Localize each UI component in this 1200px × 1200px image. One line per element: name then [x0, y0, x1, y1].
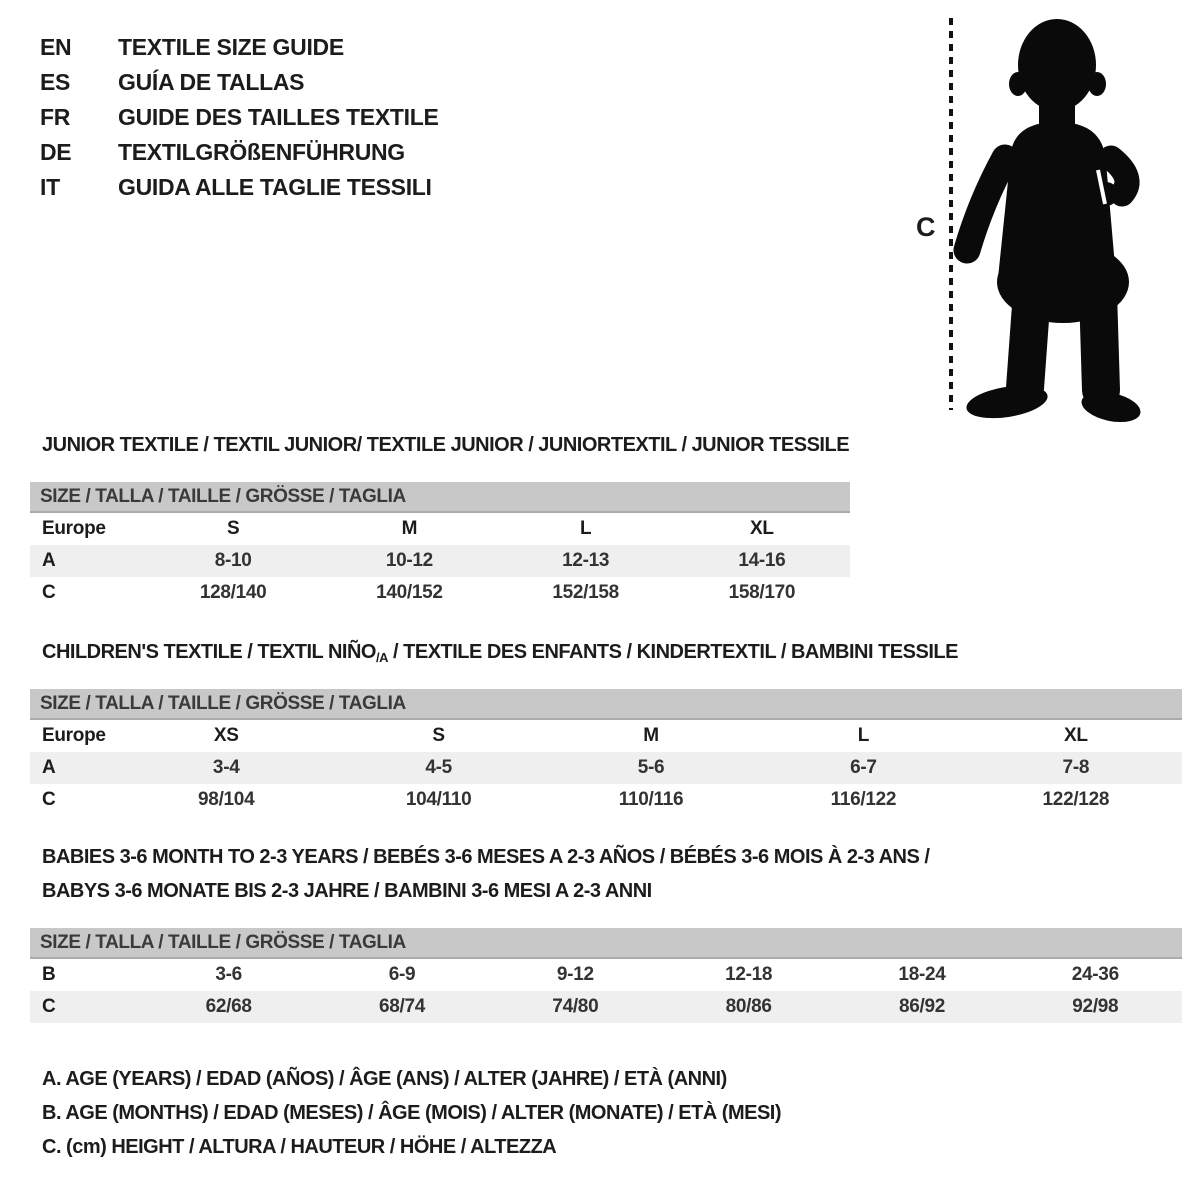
table-row-months	[30, 959, 1182, 991]
size-header-label: SIZE / TALLA / TAILLE / GRÖSSE / TAGLIA	[40, 931, 406, 953]
height-label-c: C	[916, 212, 935, 242]
row-label: C	[42, 789, 56, 810]
value-cell: 3-4	[212, 757, 240, 778]
children-title-sub: /A	[375, 650, 388, 665]
row-label: A	[42, 757, 56, 778]
value-cell: 6-9	[388, 964, 416, 985]
value-cell: 128/140	[199, 582, 267, 603]
value-cell: 9-12	[556, 964, 594, 985]
size-cell: S	[226, 518, 240, 539]
value-cell: 12-13	[562, 550, 610, 571]
table-row-height	[30, 784, 1182, 816]
value-cell: 3-6	[215, 964, 242, 985]
babies-size-table	[30, 928, 1182, 1023]
value-cell: 68/74	[378, 996, 426, 1017]
value-cell: 98/104	[198, 789, 255, 810]
row-label: C	[42, 582, 56, 603]
language-name: GUÍA DE TALLAS	[118, 69, 305, 95]
value-cell: 62/68	[205, 996, 252, 1017]
value-cell: 92/98	[1072, 996, 1119, 1017]
language-list	[40, 30, 439, 205]
children-title-prefix: CHILDREN'S TEXTILE / TEXTIL NIÑO	[42, 641, 376, 663]
value-cell: 140/152	[376, 582, 443, 603]
value-cell: 158/170	[728, 582, 796, 603]
value-cell: 14-16	[738, 550, 786, 571]
table-row-europe	[30, 720, 1182, 752]
size-cell: XL	[750, 518, 774, 539]
language-name: GUIDE DES TAILLES TEXTILE	[118, 104, 439, 130]
size-cell: XS	[213, 725, 239, 746]
value-cell: 152/158	[552, 582, 619, 603]
row-label: Europe	[42, 518, 106, 539]
value-cell: 10-12	[385, 550, 433, 571]
size-header-bar	[30, 928, 1182, 959]
children-size-table	[30, 689, 1182, 816]
toddler-silhouette	[964, 19, 1143, 425]
value-cell: 110/116	[618, 789, 684, 810]
row-label: Europe	[42, 725, 106, 746]
value-cell: 122/128	[1042, 789, 1110, 810]
language-row-es	[40, 65, 439, 100]
size-cell: M	[643, 725, 659, 746]
value-cell: 104/110	[405, 789, 472, 810]
legend-line-a: A. AGE (YEARS) / EDAD (AÑOS) / ÂGE (ANS) / ALTER (JAHRE) / ETÀ (ANNI)	[42, 1068, 727, 1090]
babies-section-title-line1: BABIES 3-6 MONTH TO 2-3 YEARS / BEBÉS 3-6 MESES A 2-3 AÑOS / BÉBÉS 3-6 MOIS À 2-3 ANS /	[42, 846, 930, 868]
table-row-europe	[30, 513, 850, 545]
size-cell: S	[432, 725, 445, 746]
language-code: DE	[40, 139, 72, 165]
language-name: TEXTILGRÖßENFÜHRUNG	[118, 139, 405, 165]
value-cell: 74/80	[552, 996, 599, 1017]
size-header-bar	[30, 482, 850, 513]
size-header-label: SIZE / TALLA / TAILLE / GRÖSSE / TAGLIA	[40, 485, 406, 507]
junior-section-title: JUNIOR TEXTILE / TEXTIL JUNIOR/ TEXTILE JUNIOR / JUNIORTEXTIL / JUNIOR TESSILE	[42, 434, 850, 456]
language-name: TEXTILE SIZE GUIDE	[118, 34, 344, 60]
size-header-label: SIZE / TALLA / TAILLE / GRÖSSE / TAGLIA	[40, 692, 406, 714]
size-cell: L	[579, 518, 592, 539]
value-cell: 5-6	[637, 757, 665, 778]
height-figure	[915, 10, 1160, 425]
size-cell: XL	[1063, 725, 1088, 746]
value-cell: 24-36	[1071, 964, 1119, 985]
row-label: A	[42, 550, 56, 571]
language-row-fr	[40, 100, 439, 135]
legend-line-b: B. AGE (MONTHS) / EDAD (MESES) / ÂGE (MOIS) / ALTER (MONATE) / ETÀ (MESI)	[42, 1102, 782, 1124]
table-row-age	[30, 752, 1182, 784]
size-cell: M	[401, 518, 418, 539]
language-code: FR	[40, 104, 71, 130]
junior-size-table	[30, 482, 850, 609]
value-cell: 86/92	[898, 996, 945, 1017]
size-cell: L	[857, 725, 870, 746]
language-code: IT	[40, 174, 60, 200]
table-row-age	[30, 545, 850, 577]
legend-line-c: C. (cm) HEIGHT / ALTURA / HAUTEUR / HÖHE / ALTEZZA	[42, 1136, 557, 1158]
value-cell: 7-8	[1062, 757, 1090, 778]
children-section-title	[42, 641, 958, 665]
value-cell: 6-7	[850, 757, 877, 778]
value-cell: 18-24	[898, 964, 946, 985]
language-code: ES	[40, 69, 71, 95]
children-title-suffix: / TEXTILE DES ENFANTS / KINDERTEXTIL / BAMBINI TESSILE	[387, 641, 958, 663]
babies-section-title-line2: BABYS 3-6 MONATE BIS 2-3 JAHRE / BAMBINI 3-6 MESI A 2-3 ANNI	[42, 880, 652, 902]
language-row-de	[40, 135, 439, 170]
language-row-en	[40, 30, 439, 65]
value-cell: 80/86	[725, 996, 772, 1017]
value-cell: 8-10	[214, 550, 252, 571]
size-header-bar	[30, 689, 1182, 720]
language-row-it	[40, 170, 439, 205]
table-row-height	[30, 991, 1182, 1023]
language-code: EN	[40, 34, 72, 60]
table-row-height	[30, 577, 850, 609]
row-label: C	[42, 996, 56, 1017]
value-cell: 12-18	[725, 964, 773, 985]
value-cell: 4-5	[425, 757, 452, 778]
row-label: B	[42, 964, 56, 985]
value-cell: 116/122	[830, 789, 897, 810]
language-name: GUIDA ALLE TAGLIE TESSILI	[118, 174, 432, 200]
